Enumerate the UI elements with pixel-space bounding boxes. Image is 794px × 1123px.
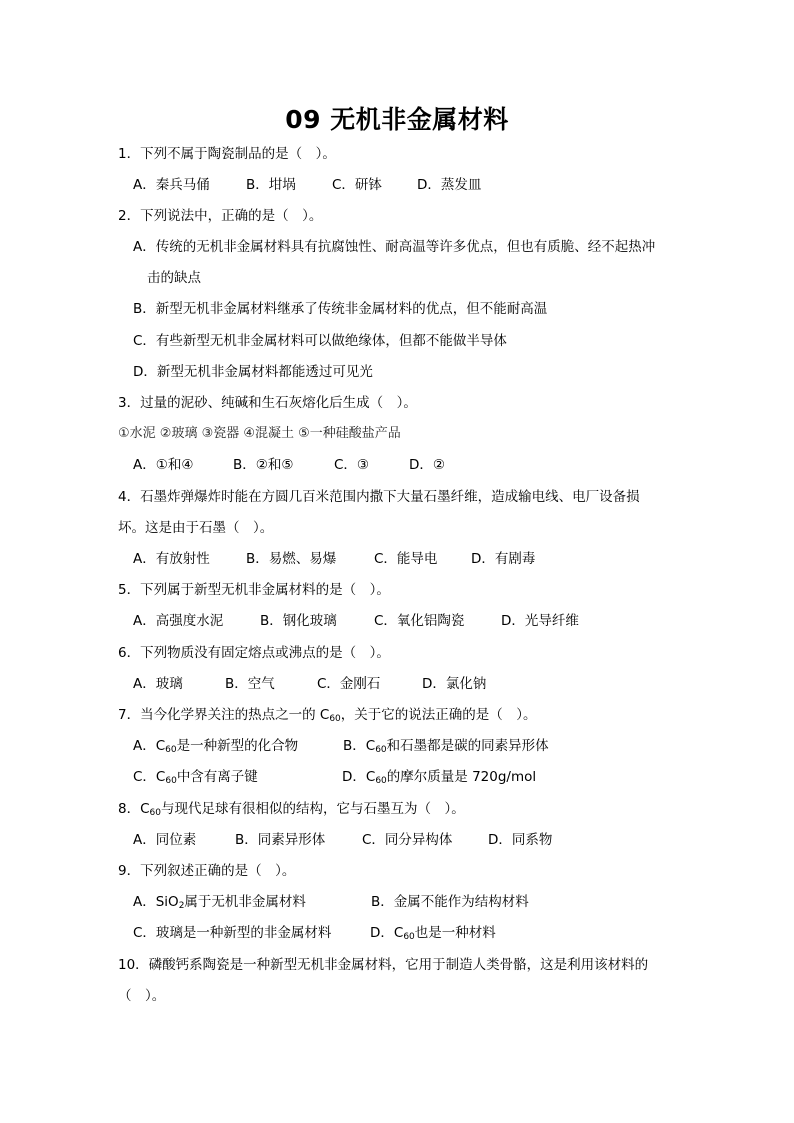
question-10-stem: 10．磷酸钙系陶瓷是一种新型无机非金属材料，它用于制造人类骨骼，这是利用该材料的: [118, 957, 649, 973]
question-4-stem: 4．石墨炸弹爆炸时能在方圆几百米范围内撒下大量石墨纤维，造成输电线、电厂设备损: [118, 489, 640, 505]
q5-option-a: A．高强度水泥: [133, 613, 224, 629]
q8-option-a: A．同位素: [133, 832, 197, 848]
q1-option-b: B．坩埚: [246, 177, 296, 193]
q6-option-b: B．空气: [225, 676, 275, 692]
q7-option-b: B．$C_{60}$和石墨都是碳的同素异形体: [343, 738, 549, 755]
q5-option-b: B．钢化玻璃: [260, 613, 337, 629]
q5-option-d: D．光导纤维: [501, 613, 579, 629]
question-1-stem: 1．下列不属于陶瓷制品的是（ ）。: [118, 146, 336, 162]
q7-option-d: D．$C_{60}$的摩尔质量是 720g/mol: [342, 769, 537, 786]
question-9-stem: 9．下列叙述正确的是（ ）。: [118, 863, 296, 879]
q1-option-a: A．秦兵马俑: [133, 177, 210, 193]
q6-option-a: A．玻璃: [133, 676, 183, 692]
q8-option-d: D．同系物: [488, 832, 553, 848]
q4-option-d: D．有剧毒: [471, 551, 536, 567]
q9-option-a: A．SiO$_2$属于无机非金属材料: [133, 894, 306, 911]
question-2-stem: 2．下列说法中，正确的是（ ）。: [118, 208, 323, 224]
question-4-stem-cont: 坏。这是由于石墨（ ）。: [118, 520, 274, 536]
question-5-stem: 5．下列属于新型无机非金属材料的是（ ）。: [118, 582, 390, 598]
q9-option-c: C．玻璃是一种新型的非金属材料: [133, 925, 332, 941]
question-3-stem: 3．过量的泥砂、纯碱和生石灰熔化后生成（ ）。: [118, 395, 417, 411]
q6-option-d: D．氯化钠: [422, 676, 487, 692]
q6-option-c: C．金刚石: [317, 676, 381, 692]
q8-option-b: B．同素异形体: [235, 832, 326, 848]
q2-option-d: D．新型无机非金属材料都能透过可见光: [133, 364, 373, 380]
q4-option-b: B．易燃、易爆: [246, 551, 337, 567]
q2-option-a: A．传统的无机非金属材料具有抗腐蚀性、耐高温等许多优点，但也有质脆、经不起热冲: [133, 239, 656, 255]
q1-option-c: C．研钵: [332, 177, 382, 193]
q4-option-a: A．有放射性: [133, 551, 210, 567]
q1-option-d: D．蒸发皿: [417, 177, 482, 193]
q7-option-a: A．$C_{60}$是一种新型的化合物: [133, 738, 299, 755]
q2-option-a-cont: 击的缺点: [147, 270, 201, 286]
question-7-stem: 7．当今化学界关注的热点之一的 $C_{60}$，关于它的说法正确的是（ ）。: [118, 707, 537, 724]
page-title: 09 无机非金属材料: [285, 105, 509, 134]
q2-option-c: C．有些新型无机非金属材料可以做绝缘体，但都不能做半导体: [133, 333, 507, 349]
q2-option-b: B．新型无机非金属材料继承了传统非金属材料的优点，但不能耐高温: [133, 301, 548, 317]
question-6-stem: 6．下列物质没有固定熔点或沸点的是（ ）。: [118, 645, 390, 661]
q8-option-c: C．同分异构体: [362, 832, 453, 848]
q7-option-c: C．$C_{60}$中含有离子键: [133, 769, 258, 786]
q5-option-c: C．氧化铝陶瓷: [374, 613, 465, 629]
q9-option-d: D．$C_{60}$也是一种材料: [370, 925, 496, 942]
question-10-stem-cont: （ ）。: [118, 988, 166, 1004]
question-8-stem: 8．$C_{60}$与现代足球有很相似的结构，它与石墨互为（ ）。: [118, 801, 465, 818]
q9-option-b: B．金属不能作为结构材料: [371, 894, 529, 910]
q3-option-c: C．③: [334, 457, 370, 473]
q3-option-a: A．①和④: [133, 457, 194, 473]
q3-option-b: B．②和⑤: [233, 457, 294, 473]
q3-option-d: D．②: [409, 457, 445, 473]
q4-option-c: C．能导电: [374, 551, 438, 567]
q3-substance-list: ①水泥 ②玻璃 ③瓷器 ④混凝土 ⑤一种硅酸盐产品: [118, 426, 401, 441]
